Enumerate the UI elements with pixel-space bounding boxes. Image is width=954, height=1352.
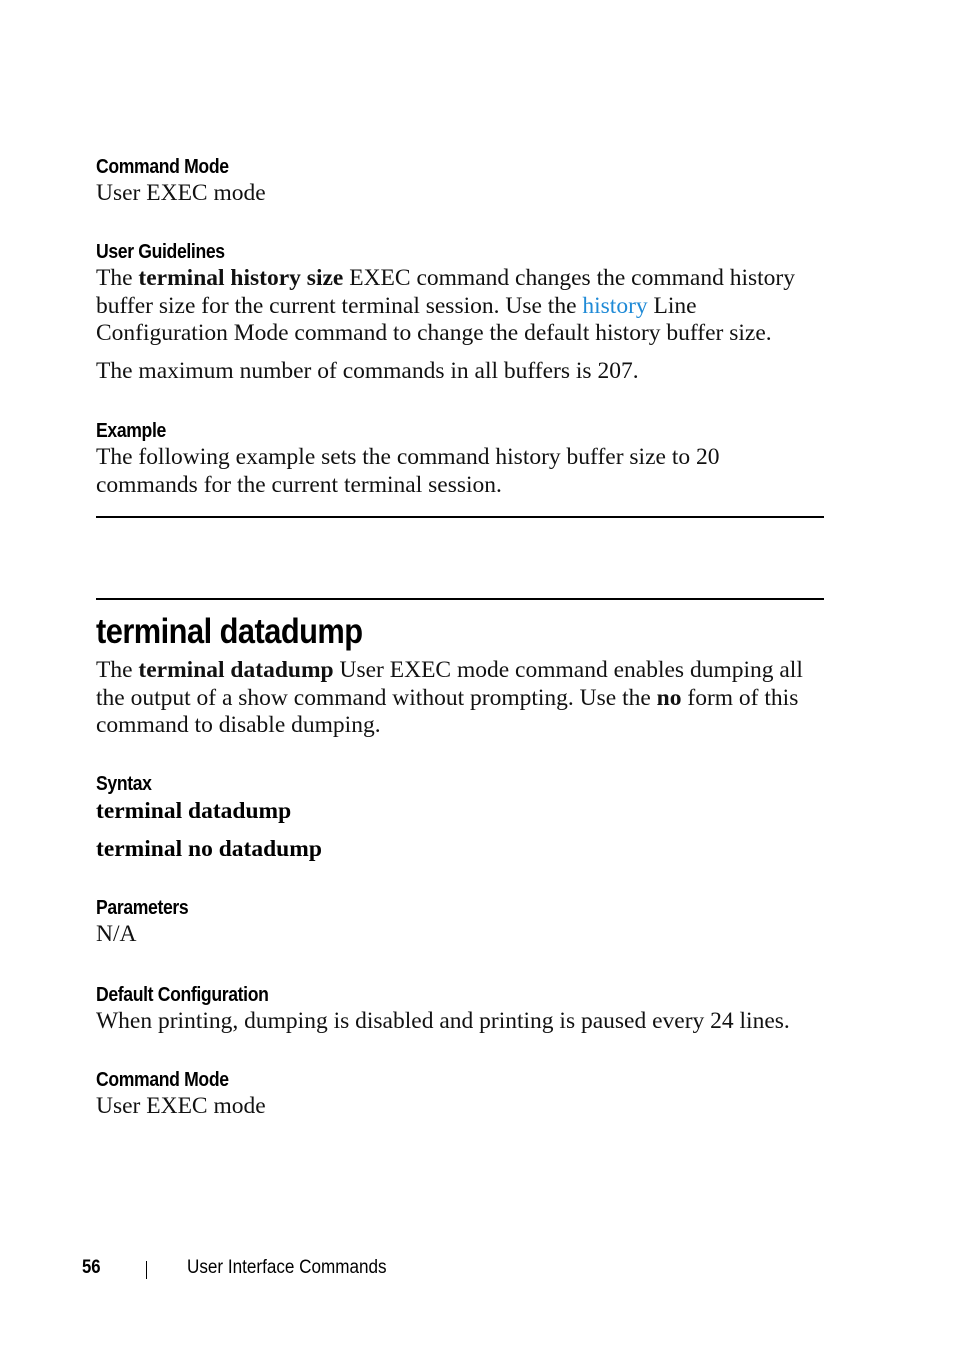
command-mode-text: User EXEC mode [96,180,266,206]
footer-chapter-title: User Interface Commands [187,1257,387,1278]
user-guidelines-heading: User Guidelines [96,241,225,263]
title-rule [96,598,824,600]
inline-command: terminal history size [138,265,344,291]
inline-keyword: no [656,684,682,711]
footer-separator [146,1261,147,1279]
example-text: The following example sets the command history buffer size to 20 commands for the current terminal session. [96,444,720,498]
syntax-command: terminal datadump [96,798,292,824]
command-mode-heading: Command Mode [96,156,229,178]
parameters-text: N/A [96,921,137,947]
inline-command: terminal datadump [138,657,334,683]
example-heading: Example [96,420,166,442]
syntax-heading: Syntax [96,773,152,795]
command-mode-text: User EXEC mode [96,1093,266,1119]
intro-paragraph: The terminal datadump User EXEC mode command enables dumping all the output of a show command without prompting. Use the no form of this command to disable dumping. [96,657,803,738]
parameters-heading: Parameters [96,897,189,919]
command-mode-heading: Command Mode [96,1069,229,1091]
max-commands-paragraph: The maximum number of commands in all buffers is 207. [96,358,639,384]
page-number: 56 [82,1257,101,1278]
page-title: terminal datadump [96,612,363,651]
default-configuration-heading: Default Configuration [96,984,269,1006]
syntax-command: terminal no datadump [96,836,322,862]
default-configuration-text: When printing, dumping is disabled and printing is paused every 24 lines. [96,1008,790,1034]
history-link[interactable]: history [582,292,648,319]
section-divider [96,516,824,518]
user-guidelines-paragraph: The terminal history size EXEC command changes the command history buffer size for the current terminal session. Use the history Line Configuration Mode command to change the default history buffer size. [96,265,795,346]
